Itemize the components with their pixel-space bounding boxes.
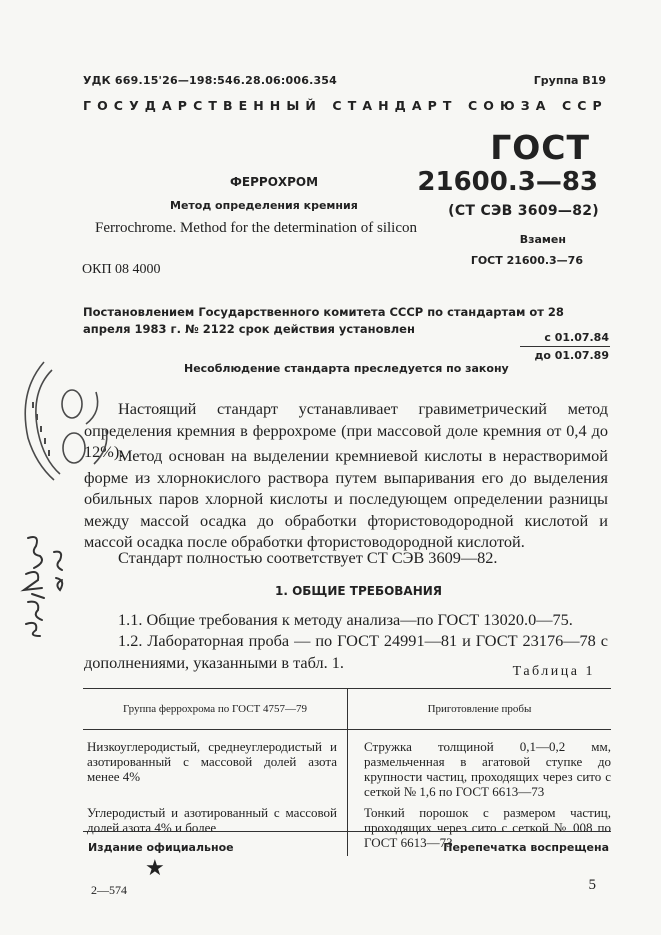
table-header-row: [83, 689, 611, 730]
table-cell: Тонкий порошок с размером частиц, проходящих через сито с сеткой № 008 по ГОСТ 6613—73: [364, 805, 611, 850]
date-divider: [520, 346, 610, 347]
star-icon: ★: [145, 855, 165, 880]
table-cell: Углеродистый и азотированный с массовой долей азота 4% и более: [83, 805, 348, 856]
handwritten-note-icon: [10, 528, 70, 638]
print-code: 2—574: [91, 883, 127, 897]
table-header-cell: Группа феррохрома по ГОСТ 4757—79: [83, 689, 348, 730]
section-heading: 1. ОБЩИЕ ТРЕБОВАНИЯ: [275, 584, 443, 598]
table-header-cell: Приготовление пробы: [348, 689, 612, 730]
clause-1-2: 1.2. Лабораторная проба — по ГОСТ 24991—81 и ГОСТ 23176—78 с дополнениями, указанными в табл. 1.: [84, 631, 608, 672]
replaced-standard: ГОСТ 21600.3—76: [470, 254, 583, 267]
page-number: 5: [588, 877, 596, 893]
standard-banner: ГОСУДАРСТВЕННЫЙ СТАНДАРТ СОЮЗА ССР: [83, 98, 608, 113]
effective-date-from: с 01.07.84: [544, 331, 609, 344]
table-caption: Таблица 1: [512, 664, 595, 679]
law-notice: Несоблюдение стандарта преследуется по закону: [184, 362, 509, 375]
method-title: Метод определения кремния: [170, 199, 358, 212]
archive-stamp-icon: [10, 352, 120, 482]
replaces-label: Взамен: [519, 233, 566, 246]
body-paragraph: Метод основан на выделении кремниевой кислоты в нерастворимой форме из хлорнокислого раствора путем выпаривания его до выделения обильных паров хлорной кислоты и последующем определении разницы между массой осадка до обработки фтористоводородной кислотой и массой осадка после обработки фтористоводородной кислотой.: [84, 446, 608, 551]
okp-code: ОКП 08 4000: [82, 262, 161, 277]
body-paragraph: Настоящий стандарт устанавливает гравиметрический метод определения кремния в феррохроме (при массовой доле кремния от 0,4 до 12%).: [84, 399, 608, 461]
clause-1-1: 1.1. Общие требования к методу анализа—по ГОСТ 13020.0—75.: [118, 610, 573, 629]
table-cell: Низкоуглеродистый, среднеуглеродистый и азотированный с массовой долей азота менее 4%: [83, 730, 348, 806]
group-code: Группа В19: [533, 74, 606, 87]
body-paragraph: Стандарт полностью соответствует СТ СЭВ 3609—82.: [118, 548, 498, 567]
table-cell: Стружка толщиной 0,1—0,2 мм, размельченная в агатовой ступке до крупности частиц, проходящих через сито с сеткой № 1,6 по ГОСТ 6613—73: [364, 739, 611, 799]
st-sev-reference: (СТ СЭВ 3609—82): [448, 203, 599, 219]
effective-date-to: до 01.07.89: [534, 349, 609, 362]
official-edition-label: Издание официальное: [88, 841, 234, 854]
english-title: Ferrochrome. Method for the determination of silicon: [95, 220, 417, 236]
gost-number: 21600.3—83: [417, 167, 598, 197]
decree-text: Постановлением Государственного комитета СССР по стандартам от 28 апреля 1983 г. № 2122 срок действия установлен: [83, 305, 564, 336]
product-title: ФЕРРОХРОМ: [230, 175, 319, 189]
udk-code: УДК 669.15'26—198:546.28.06:006.354: [83, 74, 338, 87]
reprint-prohibited-label: Перепечатка воспрещена: [443, 841, 609, 854]
gost-title: ГОСТ: [490, 128, 590, 167]
table-row: [83, 730, 611, 806]
table-bottom-rule: [83, 831, 611, 832]
